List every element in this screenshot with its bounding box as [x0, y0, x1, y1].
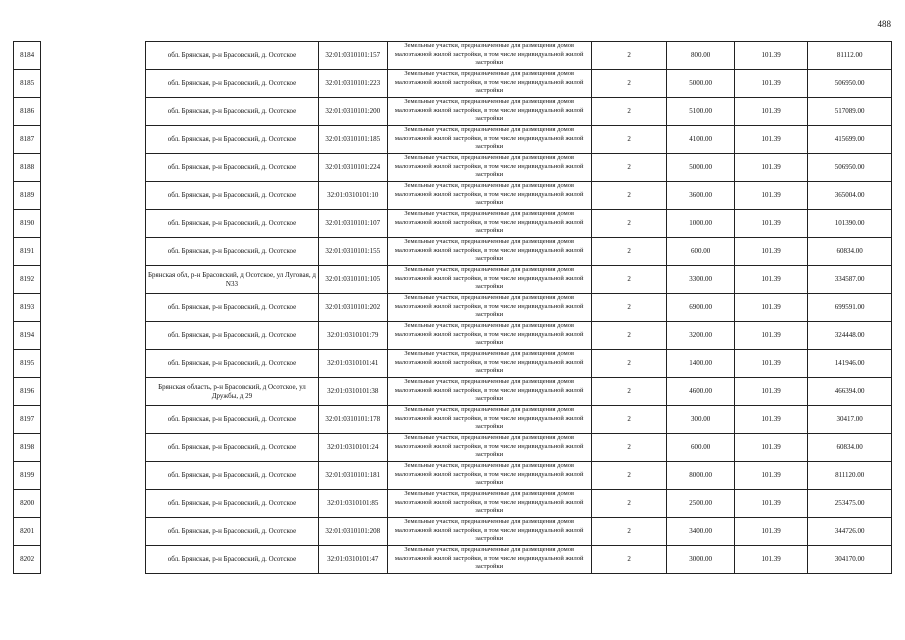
row-category: 2 [591, 350, 667, 378]
row-purpose: Земельные участки, предназначенные для размещения домов малоэтажной жилой застройки, в том числе индивидуальной жилой застройки [387, 294, 591, 322]
row-address: обл. Брянская, р-н Брасовский, д. Осотское [145, 238, 318, 266]
row-address: обл. Брянская, р-н Брасовский, д. Осотское [145, 518, 318, 546]
table-row [14, 182, 892, 210]
row-cadastral-number: 32:01:0310101:38 [319, 378, 387, 406]
row-rate: 101.39 [734, 350, 808, 378]
row-address: обл. Брянская, р-н Брасовский, д. Осотское [145, 350, 318, 378]
empty-cell [41, 406, 146, 434]
row-area: 3000.00 [667, 546, 734, 574]
row-area: 3300.00 [667, 266, 734, 294]
row-area: 5100.00 [667, 98, 734, 126]
row-category: 2 [591, 462, 667, 490]
row-address: обл. Брянская, р-н Брасовский, д. Осотское [145, 182, 318, 210]
row-cadastral-number: 32:01:0310101:202 [319, 294, 387, 322]
row-area: 1400.00 [667, 350, 734, 378]
row-area: 800.00 [667, 42, 734, 70]
row-value: 344726.00 [808, 518, 892, 546]
row-address: обл. Брянская, р-н Брасовский, д. Осотское [145, 462, 318, 490]
row-area: 300.00 [667, 406, 734, 434]
row-purpose: Земельные участки, предназначенные для размещения домов малоэтажной жилой застройки, в том числе индивидуальной жилой застройки [387, 70, 591, 98]
row-cadastral-number: 32:01:0310101:24 [319, 434, 387, 462]
row-category: 2 [591, 490, 667, 518]
row-cadastral-number: 32:01:0310101:85 [319, 490, 387, 518]
row-cadastral-number: 32:01:0310101:185 [319, 126, 387, 154]
row-value: 415699.00 [808, 126, 892, 154]
row-purpose: Земельные участки, предназначенные для размещения домов малоэтажной жилой застройки, в том числе индивидуальной жилой застройки [387, 518, 591, 546]
row-purpose: Земельные участки, предназначенные для размещения домов малоэтажной жилой застройки, в том числе индивидуальной жилой застройки [387, 546, 591, 574]
row-address: обл. Брянская, р-н Брасовский, д. Осотское [145, 322, 318, 350]
row-value: 811120.00 [808, 462, 892, 490]
row-area: 6900.00 [667, 294, 734, 322]
row-id: 8193 [14, 294, 41, 322]
row-address: обл. Брянская, р-н Брасовский, д. Осотское [145, 126, 318, 154]
row-cadastral-number: 32:01:0310101:155 [319, 238, 387, 266]
table-body [14, 42, 892, 574]
empty-cell [41, 546, 146, 574]
row-area: 4600.00 [667, 378, 734, 406]
page-number: 488 [877, 19, 891, 29]
table-row [14, 70, 892, 98]
row-rate: 101.39 [734, 546, 808, 574]
row-area: 4100.00 [667, 126, 734, 154]
row-category: 2 [591, 406, 667, 434]
row-rate: 101.39 [734, 126, 808, 154]
row-rate: 101.39 [734, 406, 808, 434]
row-category: 2 [591, 294, 667, 322]
table-row [14, 518, 892, 546]
row-id: 8185 [14, 70, 41, 98]
row-category: 2 [591, 238, 667, 266]
row-rate: 101.39 [734, 70, 808, 98]
table-row [14, 406, 892, 434]
row-cadastral-number: 32:01:0310101:200 [319, 98, 387, 126]
table-row [14, 294, 892, 322]
row-value: 506950.00 [808, 154, 892, 182]
row-purpose: Земельные участки, предназначенные для размещения домов малоэтажной жилой застройки, в том числе индивидуальной жилой застройки [387, 406, 591, 434]
row-value: 324448.00 [808, 322, 892, 350]
empty-cell [41, 294, 146, 322]
row-cadastral-number: 32:01:0310101:41 [319, 350, 387, 378]
row-area: 5000.00 [667, 154, 734, 182]
table-row [14, 126, 892, 154]
row-address: обл. Брянская, р-н Брасовский, д. Осотское [145, 406, 318, 434]
row-category: 2 [591, 518, 667, 546]
empty-cell [41, 70, 146, 98]
row-rate: 101.39 [734, 210, 808, 238]
row-purpose: Земельные участки, предназначенные для размещения домов малоэтажной жилой застройки, в том числе индивидуальной жилой застройки [387, 238, 591, 266]
row-purpose: Земельные участки, предназначенные для размещения домов малоэтажной жилой застройки, в том числе индивидуальной жилой застройки [387, 98, 591, 126]
row-address: обл. Брянская, р-н Брасовский, д. Осотское [145, 42, 318, 70]
row-area: 600.00 [667, 434, 734, 462]
row-cadastral-number: 32:01:0310101:107 [319, 210, 387, 238]
table-row [14, 42, 892, 70]
empty-cell [41, 518, 146, 546]
table-row [14, 350, 892, 378]
row-value: 101390.00 [808, 210, 892, 238]
empty-cell [41, 42, 146, 70]
table-row [14, 266, 892, 294]
row-purpose: Земельные участки, предназначенные для размещения домов малоэтажной жилой застройки, в том числе индивидуальной жилой застройки [387, 210, 591, 238]
row-area: 3200.00 [667, 322, 734, 350]
row-rate: 101.39 [734, 518, 808, 546]
row-id: 8198 [14, 434, 41, 462]
row-category: 2 [591, 98, 667, 126]
table-row [14, 462, 892, 490]
row-id: 8187 [14, 126, 41, 154]
row-address: обл. Брянская, р-н Брасовский, д. Осотское [145, 434, 318, 462]
row-id: 8201 [14, 518, 41, 546]
row-cadastral-number: 32:01:0310101:208 [319, 518, 387, 546]
land-plots-table [13, 41, 892, 574]
empty-cell [41, 350, 146, 378]
row-rate: 101.39 [734, 490, 808, 518]
row-purpose: Земельные участки, предназначенные для размещения домов малоэтажной жилой застройки, в том числе индивидуальной жилой застройки [387, 378, 591, 406]
row-value: 81112.00 [808, 42, 892, 70]
row-address: обл. Брянская, р-н Брасовский, д. Осотское [145, 490, 318, 518]
row-id: 8192 [14, 266, 41, 294]
row-cadastral-number: 32:01:0310101:178 [319, 406, 387, 434]
row-id: 8199 [14, 462, 41, 490]
row-value: 141946.00 [808, 350, 892, 378]
row-rate: 101.39 [734, 434, 808, 462]
row-rate: 101.39 [734, 154, 808, 182]
row-value: 517089.00 [808, 98, 892, 126]
row-category: 2 [591, 70, 667, 98]
row-address: обл. Брянская, р-н Брасовский, д. Осотское [145, 70, 318, 98]
row-category: 2 [591, 154, 667, 182]
row-value: 30417.00 [808, 406, 892, 434]
empty-cell [41, 98, 146, 126]
row-purpose: Земельные участки, предназначенные для размещения домов малоэтажной жилой застройки, в том числе индивидуальной жилой застройки [387, 266, 591, 294]
row-value: 253475.00 [808, 490, 892, 518]
table-row [14, 154, 892, 182]
row-id: 8191 [14, 238, 41, 266]
row-rate: 101.39 [734, 42, 808, 70]
row-value: 506950.00 [808, 70, 892, 98]
row-id: 8186 [14, 98, 41, 126]
row-rate: 101.39 [734, 238, 808, 266]
table-row [14, 210, 892, 238]
row-value: 304170.00 [808, 546, 892, 574]
row-id: 8195 [14, 350, 41, 378]
table-row [14, 546, 892, 574]
row-purpose: Земельные участки, предназначенные для размещения домов малоэтажной жилой застройки, в том числе индивидуальной жилой застройки [387, 490, 591, 518]
row-id: 8200 [14, 490, 41, 518]
row-id: 8189 [14, 182, 41, 210]
row-id: 8188 [14, 154, 41, 182]
row-rate: 101.39 [734, 98, 808, 126]
row-category: 2 [591, 546, 667, 574]
empty-cell [41, 238, 146, 266]
row-category: 2 [591, 42, 667, 70]
row-category: 2 [591, 126, 667, 154]
table-row [14, 490, 892, 518]
empty-cell [41, 322, 146, 350]
row-cadastral-number: 32:01:0310101:223 [319, 70, 387, 98]
table-row [14, 98, 892, 126]
empty-cell [41, 266, 146, 294]
table-row [14, 378, 892, 406]
row-value: 365004.00 [808, 182, 892, 210]
row-area: 1000.00 [667, 210, 734, 238]
empty-cell [41, 210, 146, 238]
row-rate: 101.39 [734, 182, 808, 210]
row-purpose: Земельные участки, предназначенные для размещения домов малоэтажной жилой застройки, в том числе индивидуальной жилой застройки [387, 126, 591, 154]
row-purpose: Земельные участки, предназначенные для размещения домов малоэтажной жилой застройки, в том числе индивидуальной жилой застройки [387, 350, 591, 378]
row-id: 8190 [14, 210, 41, 238]
row-cadastral-number: 32:01:0310101:105 [319, 266, 387, 294]
table-row [14, 322, 892, 350]
table-row [14, 434, 892, 462]
row-rate: 101.39 [734, 322, 808, 350]
row-address: обл. Брянская, р-н Брасовский, д. Осотское [145, 294, 318, 322]
row-rate: 101.39 [734, 378, 808, 406]
row-area: 8000.00 [667, 462, 734, 490]
empty-cell [41, 434, 146, 462]
row-value: 699591.00 [808, 294, 892, 322]
row-id: 8194 [14, 322, 41, 350]
row-category: 2 [591, 434, 667, 462]
row-purpose: Земельные участки, предназначенные для размещения домов малоэтажной жилой застройки, в том числе индивидуальной жилой застройки [387, 182, 591, 210]
row-cadastral-number: 32:01:0310101:157 [319, 42, 387, 70]
row-area: 3600.00 [667, 182, 734, 210]
row-cadastral-number: 32:01:0310101:79 [319, 322, 387, 350]
row-id: 8196 [14, 378, 41, 406]
row-cadastral-number: 32:01:0310101:10 [319, 182, 387, 210]
row-value: 60834.00 [808, 434, 892, 462]
empty-cell [41, 154, 146, 182]
row-category: 2 [591, 182, 667, 210]
row-category: 2 [591, 210, 667, 238]
row-rate: 101.39 [734, 462, 808, 490]
empty-cell [41, 490, 146, 518]
empty-cell [41, 182, 146, 210]
row-purpose: Земельные участки, предназначенные для размещения домов малоэтажной жилой застройки, в том числе индивидуальной жилой застройки [387, 154, 591, 182]
row-id: 8184 [14, 42, 41, 70]
row-cadastral-number: 32:01:0310101:224 [319, 154, 387, 182]
row-value: 60834.00 [808, 238, 892, 266]
row-purpose: Земельные участки, предназначенные для размещения домов малоэтажной жилой застройки, в том числе индивидуальной жилой застройки [387, 322, 591, 350]
row-category: 2 [591, 378, 667, 406]
empty-cell [41, 126, 146, 154]
row-address: обл. Брянская, р-н Брасовский, д. Осотское [145, 210, 318, 238]
row-purpose: Земельные участки, предназначенные для размещения домов малоэтажной жилой застройки, в том числе индивидуальной жилой застройки [387, 462, 591, 490]
row-purpose: Земельные участки, предназначенные для размещения домов малоэтажной жилой застройки, в том числе индивидуальной жилой застройки [387, 434, 591, 462]
row-id: 8197 [14, 406, 41, 434]
row-rate: 101.39 [734, 266, 808, 294]
row-area: 600.00 [667, 238, 734, 266]
row-value: 334587.00 [808, 266, 892, 294]
row-address: Брянская область, р-н Брасовский, д Осотское, ул Дружбы, д 29 [145, 378, 318, 406]
row-value: 466394.00 [808, 378, 892, 406]
row-cadastral-number: 32:01:0310101:181 [319, 462, 387, 490]
row-area: 2500.00 [667, 490, 734, 518]
table-row [14, 238, 892, 266]
row-address: обл. Брянская, р-н Брасовский, д. Осотское [145, 546, 318, 574]
row-rate: 101.39 [734, 294, 808, 322]
empty-cell [41, 462, 146, 490]
row-cadastral-number: 32:01:0310101:47 [319, 546, 387, 574]
row-area: 5000.00 [667, 70, 734, 98]
row-area: 3400.00 [667, 518, 734, 546]
row-category: 2 [591, 266, 667, 294]
row-purpose: Земельные участки, предназначенные для размещения домов малоэтажной жилой застройки, в том числе индивидуальной жилой застройки [387, 42, 591, 70]
row-address: Брянская обл, р-н Брасовский, д Осотское, ул Луговая, д N33 [145, 266, 318, 294]
row-id: 8202 [14, 546, 41, 574]
empty-cell [41, 378, 146, 406]
row-address: обл. Брянская, р-н Брасовский, д. Осотское [145, 154, 318, 182]
row-address: обл. Брянская, р-н Брасовский, д. Осотское [145, 98, 318, 126]
row-category: 2 [591, 322, 667, 350]
